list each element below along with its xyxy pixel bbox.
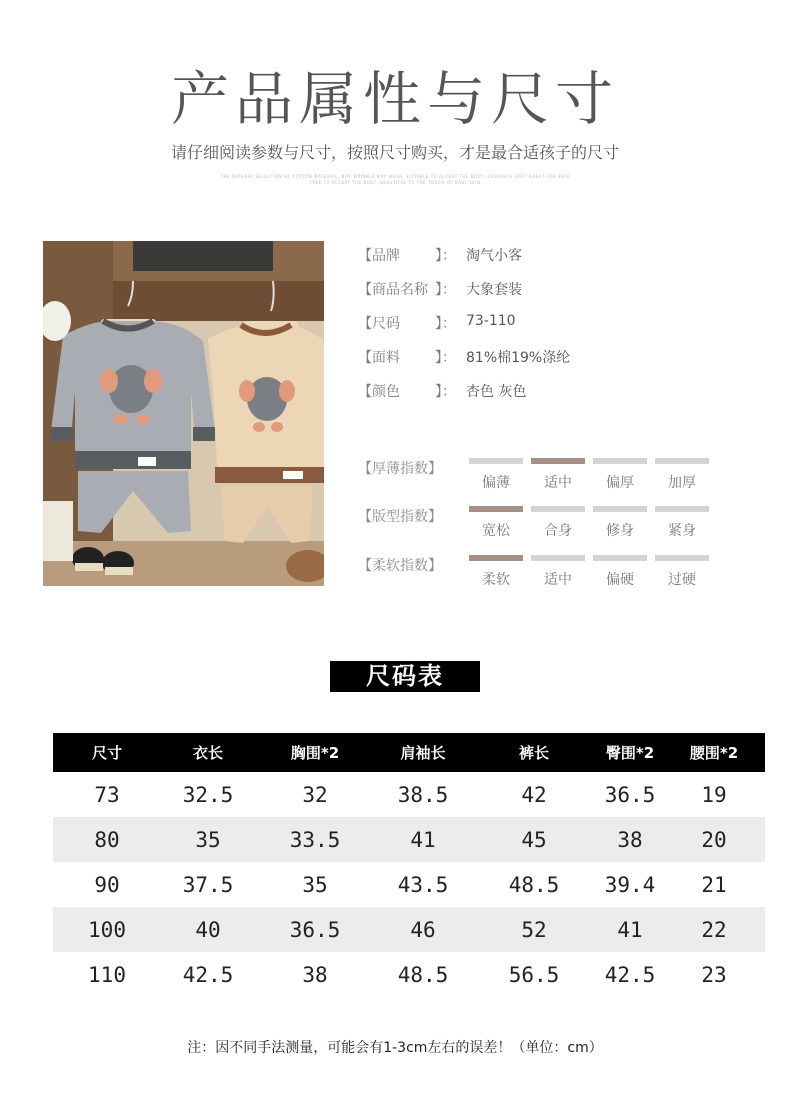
table-cell: 90 <box>94 872 120 897</box>
table-row <box>53 817 765 862</box>
index-bar <box>655 555 709 561</box>
table-cell: 21 <box>701 872 727 897</box>
attr-value: 淘气小客 <box>466 248 522 264</box>
attr-value: 大象套装 <box>466 282 522 298</box>
attr-row: 【 面料 】： 81%棉19%涤纶 <box>358 347 570 381</box>
table-cell: 45 <box>521 827 547 852</box>
index-label: 【柔软指数】 <box>358 558 442 574</box>
table-cell: 32.5 <box>182 782 234 807</box>
table-cell: 38 <box>617 827 643 852</box>
product-attributes <box>358 245 570 415</box>
fineprint-line-1: THE NATURAL SELECTION OF COTTON MATERIAL, NOT WRINKLE MAY WASH, SUITABLE TO ACCEPT THE BODY, EXQUISITE SOFT GREAT FOR SKIN <box>220 174 570 179</box>
table-cell: 100 <box>88 917 126 942</box>
attr-row: 【 商品名称 】： 大象套装 <box>358 279 570 313</box>
table-cell: 20 <box>701 827 727 852</box>
page-subtitle: 请仔细阅读参数与尺寸，按照尺寸购买，才是最合适孩子的尺寸 <box>170 143 619 162</box>
index-option: 紧身 <box>651 506 713 540</box>
header-cell: 裤长 <box>518 744 549 762</box>
table-header <box>53 733 765 772</box>
header-cell: 腰围*2 <box>689 744 739 762</box>
header-cell: 胸围*2 <box>290 744 340 762</box>
index-option: 合身 <box>527 506 589 540</box>
index-label: 【版型指数】 <box>358 509 442 525</box>
attr-row: 【 颜色 】： 杏色 灰色 <box>358 381 570 415</box>
table-cell: 22 <box>701 917 727 942</box>
table-cell: 80 <box>94 827 120 852</box>
table-cell: 35 <box>195 827 221 852</box>
index-option: 偏薄 <box>465 458 527 492</box>
table-cell: 37.5 <box>182 872 234 897</box>
index-option: 加厚 <box>651 458 713 492</box>
index-bar <box>531 506 585 512</box>
size-table-title: 尺码表 <box>330 661 480 692</box>
header-cell: 臀围*2 <box>605 744 655 762</box>
table-cell: 52 <box>521 917 547 942</box>
table-cell: 46 <box>410 917 436 942</box>
table-row <box>53 952 765 997</box>
table-cell: 38.5 <box>397 782 449 807</box>
index-option: 修身 <box>589 506 651 540</box>
table-cell: 35 <box>302 872 328 897</box>
fineprint-line-2: FREE TO ACCEPT THE BODY, BEAUTIFUL TO THE TOUCH OF BABY SKIN <box>309 180 481 185</box>
index-bar <box>469 555 523 561</box>
attr-row: 【 品牌 】： 淘气小客 <box>358 245 570 279</box>
attr-row: 【 尺码 】： 73-110 <box>358 313 516 332</box>
table-cell: 41 <box>410 827 436 852</box>
index-option: 偏厚 <box>589 458 651 492</box>
size-table <box>53 733 765 997</box>
index-option: 过硬 <box>651 555 713 589</box>
index-bar <box>469 458 523 464</box>
table-cell: 41 <box>617 917 643 942</box>
table-cell: 23 <box>701 962 727 987</box>
table-cell: 43.5 <box>397 872 449 897</box>
index-bar <box>655 458 709 464</box>
table-cell: 36.5 <box>289 917 341 942</box>
index-bar <box>531 458 585 464</box>
attr-value: 81%棉19%涤纶 <box>466 350 571 366</box>
product-photo <box>43 241 324 586</box>
table-cell: 42.5 <box>604 962 656 987</box>
index-bar <box>593 506 647 512</box>
index-option: 适中 <box>527 555 589 589</box>
attr-key: 品牌 <box>372 248 400 264</box>
table-cell: 48.5 <box>508 872 560 897</box>
attr-key: 商品名称 <box>372 282 428 298</box>
page-title: 产品属性与尺寸 <box>170 65 619 133</box>
index-bar <box>531 555 585 561</box>
index-label: 【厚薄指数】 <box>358 461 442 477</box>
table-cell: 19 <box>701 782 727 807</box>
index-option: 宽松 <box>465 506 527 540</box>
index-bar <box>469 506 523 512</box>
table-cell: 39.4 <box>604 872 656 897</box>
attr-value: 73-110 <box>466 313 516 329</box>
table-cell: 33.5 <box>289 827 341 852</box>
attr-key: 面料 <box>372 350 400 366</box>
header-cell: 尺寸 <box>91 744 122 762</box>
index-bar <box>593 458 647 464</box>
table-cell: 32 <box>302 782 328 807</box>
table-row <box>53 772 765 817</box>
header-cell: 衣长 <box>192 744 223 762</box>
table-cell: 42.5 <box>182 962 234 987</box>
measurement-note: 注：因不同手法测量，可能会有1-3cm左右的误差！（单位：cm） <box>187 1040 603 1056</box>
index-option: 偏硬 <box>589 555 651 589</box>
table-cell: 110 <box>88 962 126 987</box>
table-cell: 48.5 <box>397 962 449 987</box>
table-cell: 40 <box>195 917 221 942</box>
table-cell: 36.5 <box>604 782 656 807</box>
index-option: 适中 <box>527 458 589 492</box>
attr-key: 颜色 <box>372 384 400 400</box>
table-cell: 56.5 <box>508 962 560 987</box>
index-bar <box>655 506 709 512</box>
table-row <box>53 907 765 952</box>
index-bar <box>593 555 647 561</box>
attr-value: 杏色 灰色 <box>466 384 527 400</box>
attr-key: 尺码 <box>372 316 400 332</box>
index-option: 柔软 <box>465 555 527 589</box>
header-cell: 肩袖长 <box>400 744 446 762</box>
table-cell: 42 <box>521 782 547 807</box>
table-row <box>53 862 765 907</box>
table-cell: 38 <box>302 962 328 987</box>
table-cell: 73 <box>94 782 120 807</box>
